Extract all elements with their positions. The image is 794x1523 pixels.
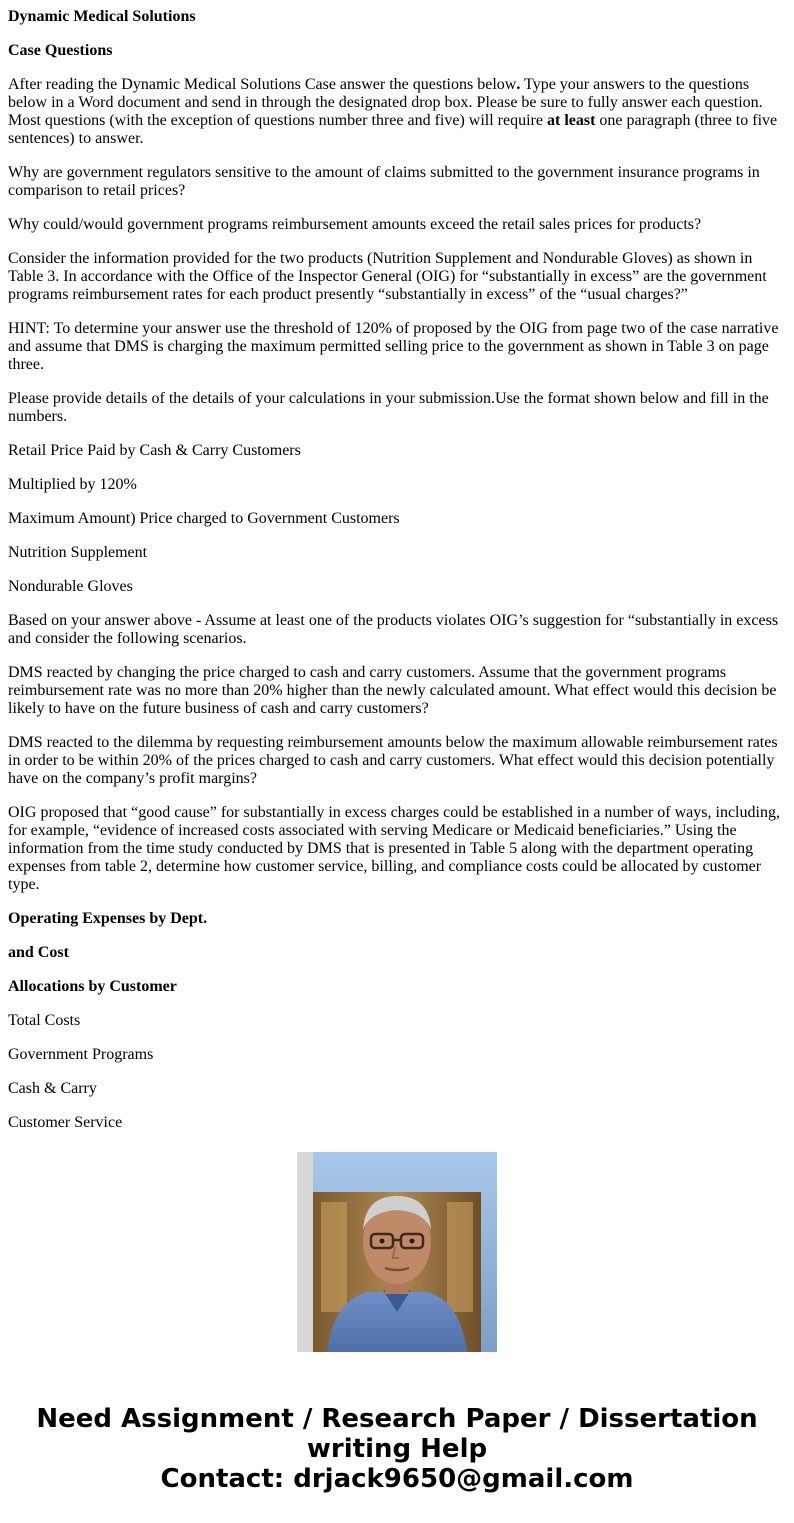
avatar	[297, 1152, 497, 1352]
table-row-label: Nutrition Supplement	[8, 544, 148, 561]
intro-period: .	[516, 76, 521, 93]
table-row-label: Nondurable Gloves	[8, 578, 133, 595]
table-cell: Government Programs	[8, 1046, 154, 1063]
table-cell: Total Costs	[8, 1012, 81, 1029]
table-heading: Allocations by Customer	[8, 978, 177, 995]
table-cell: Customer Service	[8, 1114, 123, 1131]
details-paragraph: Please provide details of the details of your calculations in your submission.Use the format shown below and fill in the numbers.	[8, 390, 769, 425]
intro-text-1: After reading the Dynamic Medical Solutions Case answer the questions below	[8, 76, 517, 93]
person-photo	[297, 1152, 497, 1352]
question-3: Consider the information provided for the two products (Nutrition Supplement and Nondurable Gloves) as shown in Table 3. In accordance with the Office of the Inspector General (OIG) for “substantially in excess” are the government programs reimbursement rates for each product presently “substantially in excess” of the “usual charges?”	[8, 250, 767, 303]
table-heading: Operating Expenses by Dept.	[8, 910, 208, 927]
question-1: Why are government regulators sensitive to the amount of claims submitted to the government insurance programs in comparison to retail prices?	[8, 164, 760, 199]
table-row-label: Maximum Amount) Price charged to Government Customers	[8, 510, 400, 527]
table-row-label: Multiplied by 120%	[8, 476, 137, 493]
intro-paragraph	[8, 76, 784, 148]
document-body	[8, 0, 784, 1131]
intro-emphasis: at least	[546, 112, 596, 129]
contact-email: Contact: drjack9650@gmail.com	[160, 1464, 634, 1494]
table-row-label: Retail Price Paid by Cash & Carry Customers	[8, 442, 301, 459]
question-5: DMS reacted by changing the price charged to cash and carry customers. Assume that the government programs reimbursement rate was no more than 20% higher than the newly calculated amount. What effect would this decision be likely to have on the future business of cash and carry customers?	[8, 664, 777, 717]
hint-paragraph: HINT: To determine your answer use the threshold of 120% of proposed by the OIG from page two of the case narrative and assume that DMS is charging the maximum permitted selling price to the government as shown in Table 3 on page three.	[8, 320, 779, 373]
document-subtitle: Case Questions	[8, 42, 113, 59]
promo-line: Need Assignment / Research Paper / Dissertation	[36, 1404, 758, 1434]
promo-text	[0, 1404, 794, 1494]
intro-text-2: Type your answers to the questions below in a Word document and send in through the designated drop box. Please be sure to fully answer each question. Most questions (with the exception of questions number three and five) will require	[8, 76, 763, 129]
promo-banner	[0, 1122, 794, 1523]
promo-line: writing Help	[306, 1434, 488, 1464]
question-7: OIG proposed that “good cause” for substantially in excess charges could be established in a number of ways, including, for example, “evidence of increased costs associated with serving Medicare or Medicaid beneficiaries.” Using the information from the time study conducted by DMS that is presented in Table 5 along with the department operating expenses from table 2, determine how customer service, billing, and compliance costs could be allocated by customer type.	[8, 804, 780, 893]
question-4: Based on your answer above - Assume at least one of the products violates OIG’s suggestion for “substantially in excess and consider the following scenarios.	[8, 612, 779, 647]
table-cell: Cash & Carry	[8, 1080, 97, 1097]
document-title: Dynamic Medical Solutions	[8, 8, 196, 25]
question-2: Why could/would government programs reimbursement amounts exceed the retail sales prices for products?	[8, 216, 702, 233]
intro-text-3: one paragraph (three to five sentences) to answer.	[8, 112, 778, 147]
question-6: DMS reacted to the dilemma by requesting reimbursement amounts below the maximum allowable reimbursement rates in order to be within 20% of the prices charged to cash and carry customers. What effect would this decision potentially have on the company’s profit margins?	[8, 734, 778, 787]
table-heading: and Cost	[8, 944, 69, 961]
